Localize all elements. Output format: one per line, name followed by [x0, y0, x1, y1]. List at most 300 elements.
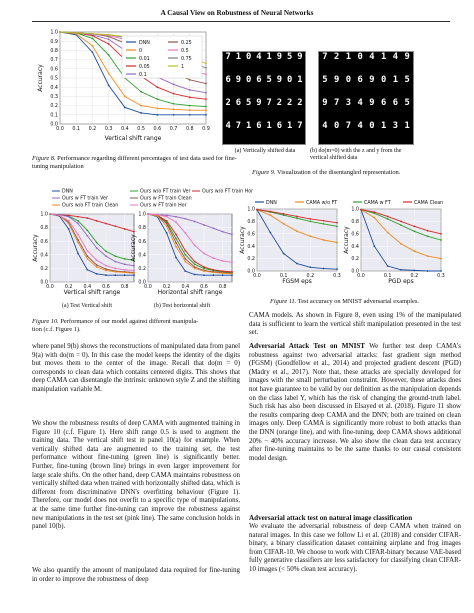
legend-label: 0.05 [139, 65, 150, 70]
data-point [68, 223, 70, 225]
x-axis-label: Horizontal shift range [157, 289, 223, 296]
data-point [166, 220, 168, 222]
data-point [440, 233, 442, 235]
data-point [156, 214, 158, 216]
data-point [173, 114, 175, 116]
y-tick-label: 0.6 [40, 239, 48, 245]
x-tick-label: 0.0 [56, 127, 64, 132]
plot-area [361, 209, 441, 271]
data-point [96, 242, 98, 244]
figure-8-caption [32, 155, 237, 171]
digit-cell: 1 [266, 52, 272, 62]
digit-cell: 6 [276, 121, 283, 131]
digit-cell: 4 [392, 52, 399, 62]
y-tick-label: 0.8 [351, 220, 359, 225]
digit-cell: 7 [297, 121, 303, 131]
data-point [309, 218, 311, 220]
y-tick-label: 0.9 [50, 39, 58, 45]
data-point [400, 221, 402, 223]
data-point [59, 31, 61, 33]
data-point [205, 62, 207, 64]
data-point [413, 269, 415, 271]
data-point [175, 216, 177, 218]
data-point [77, 242, 79, 244]
data-point [387, 265, 389, 267]
data-point [231, 261, 233, 263]
data-point [427, 235, 429, 237]
data-point [387, 216, 389, 218]
legend-label: CAMA Clean [414, 201, 444, 206]
digit-cell: 2 [225, 98, 231, 108]
figure-9b-subcaption: (b) do(m=0) with the z and y from the vertical shifted data [310, 148, 402, 162]
legend-label: Ours w FT train Clean [140, 196, 192, 202]
digit-cell: 1 [392, 75, 399, 85]
legend-label: Ours w/o FT train Hor [202, 189, 254, 195]
legend-label: Ours w FT train Hor [140, 203, 187, 209]
x-tick-label: 0.4 [121, 127, 129, 132]
figure-8-chart [30, 28, 236, 148]
data-point [413, 230, 415, 232]
digit-cell: 9 [297, 52, 303, 62]
y-tick-label: 0.7 [50, 58, 58, 64]
data-point [203, 270, 205, 272]
digit-cell: 5 [266, 75, 272, 85]
data-point [140, 112, 142, 114]
digit-cell: 1 [266, 121, 272, 131]
legend-label: 0.5 [181, 49, 189, 54]
x-tick-label: 0.7 [169, 127, 178, 132]
digit-cell: 1 [404, 121, 410, 131]
data-point [194, 263, 196, 265]
right-paragraph-2: We further test deep CAMA's robustness against two adversarial attacks: fast gradient sign method (FGSM) (Goodfellow et al., 2014) and projected gradient descent (PGD) (Madry et al., 2017). Note that, these attacks are specially developed for images with the small perturbation constraint. However, these attacks does not have guarantee to be valid by our definition as the manipulation depends on the class label Y, which has the risk of changing the ground-truth label. Such risk has also been discussed in Elsayed et al. (2018). Figure 11 show the results comparing deep CAMA and the DNN; both are trained on clean images only. Deep CAMA is significantly more robust to both attacks than the DNN (orange line), and with fine-tuning, deep CAMA shows additional 20% − 40% accuracy increase. We also show the clean data test accuracy after fine-tuning maintains to be the same thanks to our causal consistent model design. [249, 343, 461, 462]
x-tick-label: 0.2 [410, 274, 419, 279]
digit-cell: 9 [333, 75, 340, 85]
y-tick-label: 1.0 [247, 207, 255, 213]
x-tick-label: 0.4 [83, 285, 92, 290]
data-point [124, 96, 126, 98]
digit-cell: 1 [380, 121, 387, 131]
data-point [231, 273, 233, 275]
data-point [124, 228, 126, 230]
data-point [92, 33, 94, 35]
data-point [68, 228, 70, 230]
digit-cell: 6 [256, 121, 262, 131]
x-tick-label: 0.0 [253, 274, 261, 279]
data-point [269, 211, 271, 213]
data-point [440, 239, 442, 241]
data-point [92, 45, 94, 47]
y-tick-label: 0.4 [40, 253, 48, 259]
digit-cell: 3 [392, 121, 399, 131]
y-tick-label: 0.2 [40, 267, 48, 272]
data-point [336, 242, 338, 244]
figure-10-label: Figure 10. [32, 318, 59, 325]
data-point [231, 234, 233, 236]
data-point [413, 250, 415, 252]
figure-10-chart [30, 186, 254, 304]
data-point [124, 272, 126, 274]
x-tick-label: 0.8 [185, 127, 194, 132]
data-point [96, 264, 98, 266]
figure-11-legend [255, 200, 443, 206]
figure-10-text-1: Performance of our model against different manipula- [60, 318, 199, 325]
figure-11-label: Figure 11. [270, 298, 297, 305]
data-point [323, 239, 325, 241]
y-tick-label: 1.0 [351, 207, 359, 213]
data-point [189, 105, 191, 107]
x-tick-label: 0.2 [162, 285, 171, 290]
data-point [205, 92, 207, 94]
data-point [283, 213, 285, 215]
y-tick-label: 0.6 [50, 67, 58, 73]
digit-cell: 2 [276, 98, 283, 108]
data-point [173, 93, 175, 95]
x-tick-label: 0.6 [153, 127, 162, 132]
y-tick-label: 0.3 [50, 95, 58, 100]
legend-label: 0.1 [139, 73, 147, 78]
legend-label: CAMA w FT [364, 201, 391, 206]
data-point [86, 217, 88, 219]
data-point [373, 217, 375, 219]
legend-label: Ours w/o FT train Clean [62, 203, 119, 209]
legend-label: CAMA w/o FT [306, 201, 338, 206]
data-point [194, 274, 196, 276]
data-point [124, 258, 126, 260]
data-point [166, 232, 168, 234]
x-tick-label: 0.2 [64, 285, 73, 290]
digit-cell: 1 [286, 121, 293, 131]
data-point [212, 227, 214, 229]
data-point [75, 32, 77, 34]
data-point [309, 235, 311, 237]
digit-cell: 2 [286, 98, 293, 108]
data-point [108, 43, 110, 45]
data-point [77, 253, 79, 255]
data-point [194, 261, 196, 263]
y-tick-label: 0.8 [40, 226, 48, 232]
x-tick-label: 0.9 [202, 127, 210, 132]
data-point [105, 255, 107, 257]
figure-8-text: Performance regarding different percentages of test data used for fine-tuning manipulation [32, 155, 237, 171]
data-point [77, 223, 79, 225]
data-point [222, 272, 224, 274]
digit-cell: 4 [225, 121, 231, 131]
data-point [49, 213, 51, 215]
data-point [205, 106, 207, 108]
data-point [194, 244, 196, 246]
y-axis-label: Accuracy [343, 226, 350, 254]
digit-cell: 1 [245, 121, 252, 131]
x-tick-label: 0.0 [144, 285, 152, 290]
y-tick-label: 0.2 [351, 257, 359, 263]
section-heading-natural-image: Adversarial attack test on natural image classification [249, 514, 413, 522]
digit-cell: 6 [380, 98, 387, 108]
data-point [105, 270, 107, 272]
digit-cell: 5 [286, 52, 293, 62]
data-point [323, 220, 325, 222]
legend-label: DNN [62, 189, 73, 195]
digit-cell: 0 [369, 121, 375, 131]
data-point [175, 238, 177, 240]
data-point [205, 109, 207, 111]
data-point [114, 255, 116, 257]
data-point [427, 230, 429, 232]
digit-cell: 7 [322, 52, 328, 62]
data-point [413, 225, 415, 227]
data-point [283, 253, 285, 255]
digit-cell: 4 [369, 52, 375, 62]
right-paragraph-1: CAMA models. As shown in Figure 8, even using 1% of the manipulated data is sufficient to learn the vertical shift manipulation presented in the test set. [249, 312, 461, 337]
data-point [124, 269, 126, 271]
section-heading-adversarial-mnist: Adversarial Attack Test on MNIST [249, 342, 366, 350]
data-point [133, 270, 135, 272]
data-point [114, 225, 116, 227]
data-point [86, 250, 88, 252]
y-tick-label: 0.6 [247, 232, 255, 238]
figure-10-caption [32, 318, 242, 334]
data-point [212, 274, 214, 276]
data-point [156, 98, 158, 100]
data-point [175, 246, 177, 248]
data-point [108, 84, 110, 86]
y-tick-label: 0.4 [351, 244, 359, 250]
data-point [387, 232, 389, 234]
digit-cell: 0 [245, 75, 252, 85]
data-point [108, 34, 110, 36]
x-axis-label: Vertical shift range [63, 289, 121, 296]
data-point [133, 272, 135, 274]
data-point [387, 218, 389, 220]
figure-9-caption [252, 169, 462, 177]
data-point [86, 235, 88, 237]
data-point [189, 79, 191, 81]
x-tick-label: 0.2 [88, 127, 97, 132]
digit-cell: 0 [345, 75, 352, 85]
data-point [427, 270, 429, 272]
figure-10b-subcaption: (b) Test horizontal shift [153, 303, 211, 309]
data-point [296, 263, 298, 265]
data-point [68, 216, 70, 218]
data-point [124, 107, 126, 109]
data-point [156, 107, 158, 109]
figure-11-chart [235, 197, 450, 293]
digit-cell: 7 [225, 52, 231, 62]
data-point [205, 73, 207, 75]
data-point [427, 255, 429, 257]
data-point [269, 232, 271, 234]
data-point [92, 51, 94, 53]
y-tick-label: 0.5 [50, 76, 58, 82]
digit-cell: 1 [380, 52, 387, 62]
digit-cell: 5 [404, 98, 410, 108]
data-point [175, 234, 177, 236]
left-paragraph-1: where panel 9(b) shows the reconstructions of manipulated data from panel 9(a) with do(m = 0). In this case the model keeps the identity of the digits but moves them to the center of the image. Recall that do(m = 0) corresponds to clean data which contains centered digits. This shows that deep CAMA can disentangle the intrinsic unknown style Z and the shifting manipulation variable M. [32, 343, 240, 393]
data-point [323, 223, 325, 225]
data-point [400, 224, 402, 226]
data-point [184, 261, 186, 263]
digit-cell: 9 [256, 98, 262, 108]
data-point [296, 216, 298, 218]
data-point [173, 84, 175, 86]
data-point [184, 258, 186, 260]
data-point [189, 89, 191, 91]
legend-label: 0.25 [181, 41, 192, 46]
data-point [133, 265, 135, 267]
data-point [336, 222, 338, 224]
data-point [203, 224, 205, 226]
x-tick-label: 0.8 [218, 285, 227, 290]
y-tick-label: 0.4 [247, 244, 255, 250]
data-point [114, 271, 116, 273]
data-point [175, 242, 177, 244]
data-point [108, 54, 110, 56]
data-point [296, 230, 298, 232]
data-point [147, 213, 149, 215]
data-point [133, 231, 135, 233]
digit-cell: 7 [235, 121, 242, 131]
data-point [205, 83, 207, 85]
y-axis-label: Accuracy [130, 234, 137, 262]
y-tick-label: 0.8 [138, 226, 146, 232]
data-point [440, 258, 442, 260]
digit-cell: 9 [276, 52, 283, 62]
data-point [124, 263, 126, 265]
data-point [96, 259, 98, 261]
data-point [184, 270, 186, 272]
data-point [309, 266, 311, 268]
x-axis-label: PGD eps [388, 278, 414, 285]
data-point [205, 98, 207, 100]
digit-cell: 2 [333, 52, 340, 62]
data-point [105, 265, 107, 267]
data-point [203, 274, 205, 276]
x-tick-label: 0.8 [120, 285, 129, 290]
data-point [205, 67, 207, 69]
digit-cell: 5 [245, 98, 252, 108]
data-point [309, 221, 311, 223]
data-point [86, 229, 88, 231]
running-header: A Causal View on Robustness of Neural Networks [160, 9, 314, 17]
digit-cell: 4 [357, 98, 363, 108]
data-point [96, 247, 98, 249]
data-point [166, 225, 168, 227]
y-axis-label: Accuracy [239, 226, 246, 254]
digit-cell: 1 [297, 75, 303, 85]
digit-cell: 4 [357, 121, 363, 131]
digit-cell: 0 [333, 121, 340, 131]
digit-cell: 6 [235, 98, 242, 108]
figure-10a-subcaption: (a) Test Vertical shift [61, 303, 113, 309]
y-tick-label: 1.0 [138, 212, 146, 218]
x-tick-label: 0.6 [102, 285, 110, 290]
digit-cell: 7 [266, 98, 272, 108]
digit-cell: 0 [286, 75, 293, 85]
data-point [296, 217, 298, 219]
y-tick-label: 1.0 [50, 30, 58, 36]
data-point [77, 216, 79, 218]
data-point [156, 114, 158, 116]
data-point [184, 254, 186, 256]
y-axis-label: Accuracy [37, 64, 44, 92]
data-point [96, 266, 98, 268]
y-tick-label: 0.0 [138, 280, 146, 286]
data-point [105, 274, 107, 276]
digit-cell: 0 [245, 52, 252, 62]
data-point [108, 38, 110, 40]
digit-cell: 6 [357, 75, 363, 85]
data-point [114, 261, 116, 263]
data-point [86, 258, 88, 260]
data-point [114, 268, 116, 270]
digit-cell: 9 [369, 75, 375, 85]
data-point [336, 268, 338, 270]
data-point [400, 243, 402, 245]
right-section-adversarial-mnist [249, 342, 461, 463]
data-point [283, 223, 285, 225]
data-point [77, 220, 79, 222]
digit-cell: 1 [345, 52, 352, 62]
data-point [222, 231, 224, 233]
data-point [360, 209, 362, 211]
legend-label: Ours w/o FT train Ver [140, 189, 191, 195]
x-tick-label: 0.1 [279, 274, 288, 279]
figure-10-legend [52, 189, 253, 209]
legend-label: 0.01 [139, 57, 150, 62]
data-point [77, 234, 79, 236]
data-point [189, 109, 191, 111]
digit-cell: 4 [256, 52, 262, 62]
data-point [194, 221, 196, 223]
y-tick-label: 0.0 [50, 122, 58, 128]
digit-cell: 0 [357, 52, 363, 62]
digit-cell: 4 [322, 121, 328, 131]
digit-cell: 5 [322, 75, 328, 85]
x-axis-label: FGSM eps [282, 278, 312, 285]
data-point [256, 209, 258, 211]
x-tick-label: 0.4 [181, 285, 190, 290]
data-point [86, 269, 88, 271]
left-paragraph-3: We also quantify the amount of manipulated data required for fine-tuning in order to improve the robustness of deep [32, 567, 240, 583]
data-point [336, 225, 338, 227]
x-tick-label: 0.6 [200, 285, 208, 290]
header-rule [32, 21, 450, 22]
data-point [400, 269, 402, 271]
legend-label: Ours w FT train Ver [62, 196, 108, 202]
figure-9a-subcaption: (a) Vertically shifted data [234, 148, 296, 154]
data-point [96, 273, 98, 275]
data-point [194, 268, 196, 270]
legend-label: DNN [139, 41, 150, 46]
x-tick-label: 0.0 [357, 274, 365, 279]
data-point [92, 38, 94, 40]
x-tick-label: 0.2 [306, 274, 315, 279]
data-point [58, 214, 60, 216]
digit-cell: 9 [235, 75, 242, 85]
digit-cell: 1 [235, 52, 242, 62]
figure-8-legend [122, 36, 202, 78]
y-tick-label: 0.6 [138, 239, 146, 245]
digit-cell: 2 [297, 98, 303, 108]
figure-9a-digit-grid [222, 51, 306, 145]
digit-cell: 9 [322, 98, 328, 108]
y-tick-label: 0.0 [40, 280, 48, 286]
legend-label: DNN [266, 201, 277, 206]
legend-label: 1 [181, 65, 185, 70]
y-axis-label: Accuracy [32, 234, 39, 262]
y-tick-label: 0.6 [351, 232, 359, 238]
x-tick-label: 0.5 [137, 127, 145, 132]
digit-cell: 0 [380, 75, 387, 85]
